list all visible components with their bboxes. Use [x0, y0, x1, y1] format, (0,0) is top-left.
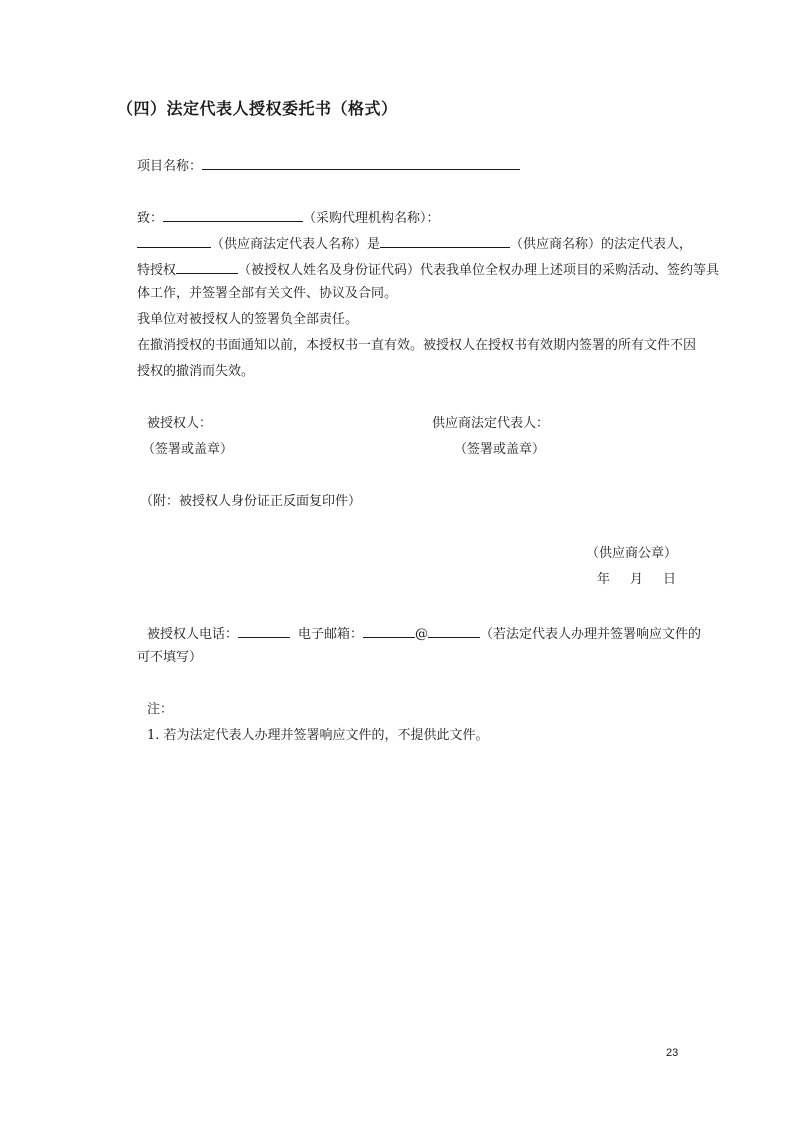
authorization-line-3: 体工作，并签署全部有关文件、协议及合同。: [137, 286, 398, 301]
authorize-prefix: 特授权: [137, 263, 177, 278]
responsibility-paragraph: 我单位对被授权人的签署负全部责任。: [137, 312, 359, 327]
authorized-person-blank[interactable]: [176, 259, 238, 274]
contact-note-line-1: （若法定代表人办理并签署响应文件的: [480, 627, 702, 642]
phone-label: 被授权人电话：: [147, 627, 239, 642]
date-month: 月: [630, 572, 644, 587]
date-year: 年: [597, 572, 611, 587]
supplier-name-blank[interactable]: [380, 233, 510, 248]
validity-line-2: 授权的撤消而失效。: [137, 364, 255, 379]
legal-rep-name-blank[interactable]: [137, 233, 211, 248]
note-item-1: 1. 若为法定代表人办理并签署响应文件的，不提供此文件。: [147, 728, 489, 743]
date-day: 日: [663, 572, 677, 587]
project-name-label: 项目名称：: [137, 159, 203, 174]
notes-heading: 注：: [147, 702, 174, 717]
legal-rep-label: 供应商法定代表人：: [432, 416, 550, 431]
contact-note-line-2: 可不填写）: [137, 650, 203, 665]
email-at: @: [415, 627, 429, 642]
authorized-person-label: 被授权人：: [147, 416, 213, 431]
project-name-blank[interactable]: [202, 155, 520, 170]
authorization-line-1: [137, 233, 692, 254]
authorized-person-sign-note: （签署或盖章）: [142, 442, 234, 457]
supplier-seal-label: （供应商公章）: [586, 546, 678, 561]
validity-line-1: 在撤消授权的书面通知以前，本授权书一直有效。被授权人在授权书有效期内签署的所有文件不因: [137, 338, 697, 353]
supplier-name-hint: （供应商名称）的法定代表人，: [510, 237, 693, 252]
phone-blank[interactable]: [238, 623, 290, 638]
contact-row: [147, 623, 701, 644]
page-number: 23: [666, 1047, 679, 1059]
agency-name-hint: （采购代理机构名称）：: [303, 211, 440, 226]
legal-rep-name-hint: （供应商法定代表人名称）是: [211, 237, 381, 252]
project-name-row: [137, 155, 520, 176]
attachment-note: （附：被授权人身份证正反面复印件）: [140, 494, 362, 509]
agency-name-blank[interactable]: [163, 207, 303, 222]
document-title: （四）法定代表人授权委托书（格式）: [117, 99, 398, 118]
email-user-blank[interactable]: [363, 623, 415, 638]
authorization-line-2: [137, 259, 719, 280]
authorization-text: （被授权人姓名及身份证代码）代表我单位全权办理上述项目的采购活动、签约等具: [238, 263, 720, 278]
email-label: 电子邮箱：: [298, 627, 364, 642]
email-domain-blank[interactable]: [428, 623, 480, 638]
addressee-label: 致：: [137, 211, 164, 226]
addressee-row: [137, 207, 440, 228]
legal-rep-sign-note: （签署或盖章）: [454, 442, 546, 457]
